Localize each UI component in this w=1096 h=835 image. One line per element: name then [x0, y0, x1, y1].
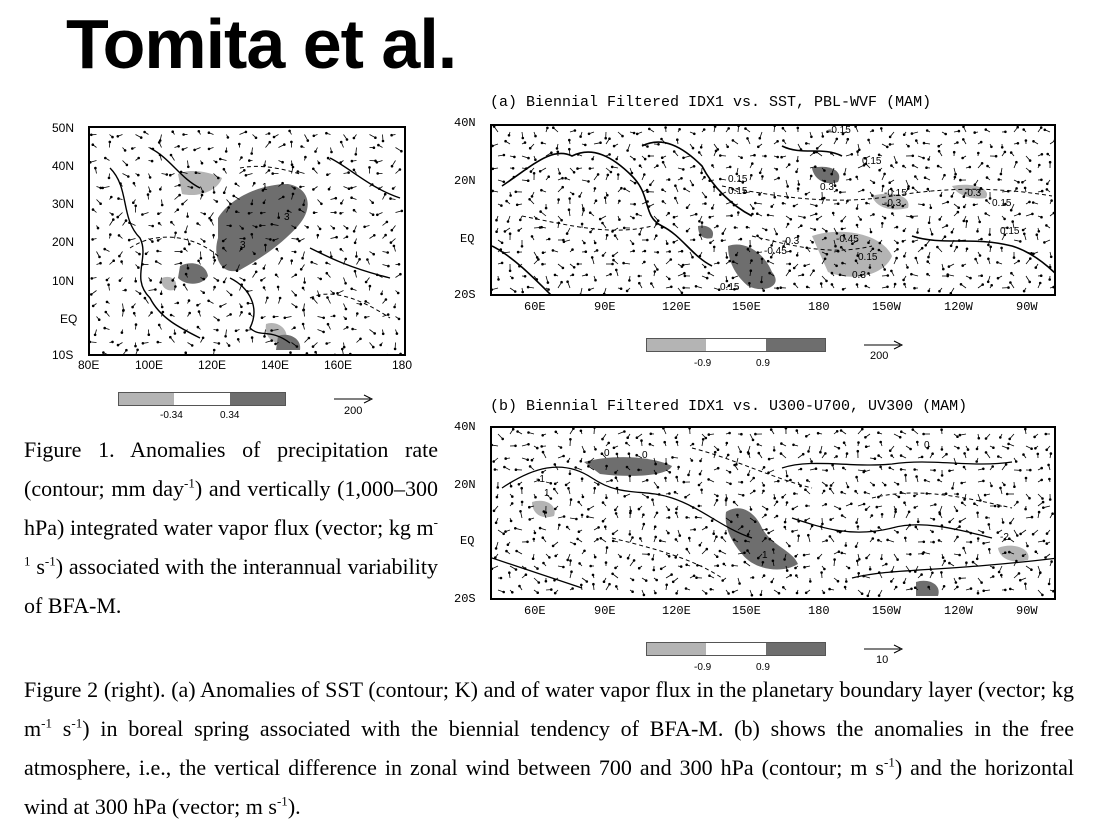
- figure-2b-contour-label: -2: [1000, 532, 1009, 543]
- figure-2b: [450, 396, 1070, 673]
- figure-2a-contour-label: 0.15: [862, 156, 882, 167]
- figure-2b-x-tick: 120E: [662, 604, 691, 618]
- figure-2a-x-tick: 150E: [732, 300, 761, 314]
- figure-2a-x-tick: 90E: [594, 300, 616, 314]
- figure-1-x-tick: 180: [392, 358, 413, 372]
- figure-2a-contour-label: -0.15: [828, 125, 851, 136]
- figure-2b-contour-label: -1: [536, 474, 545, 485]
- figure-1-y-tick: 10N: [52, 274, 75, 288]
- figure-1-x-tick: 160E: [324, 358, 353, 372]
- figure-2a-colorbar: [646, 338, 826, 352]
- figure-2b-x-tick: 60E: [524, 604, 546, 618]
- figure-2b-x-tick: 180: [808, 604, 830, 618]
- figure-1-y-tick: 20N: [52, 235, 75, 249]
- figure-1-contour-label: 3: [240, 240, 246, 251]
- figure-2b-x-tick: 90E: [594, 604, 616, 618]
- figure-2a-contour-label: -0.45: [764, 246, 787, 257]
- figure-2a-contour-label: -0.3: [964, 188, 982, 199]
- figure-2a-x-tick: 120E: [662, 300, 691, 314]
- figure-1-x-tick: 80E: [78, 358, 100, 372]
- figure-2b-reference-value: 10: [876, 654, 889, 666]
- figure-2b-colorbar-low: -0.9: [694, 662, 712, 673]
- figure-2a-contour-label: -0.15: [884, 188, 907, 199]
- slide-title: Tomita et al.: [66, 5, 457, 83]
- figure-2b-contour-label: 1: [544, 488, 550, 499]
- figure-2a-contour-label: -0.3: [884, 198, 902, 209]
- figure-2a-y-tick: 20S: [454, 288, 476, 302]
- figure-1-y-tick: 30N: [52, 197, 75, 211]
- figure-2a-y-tick: 40N: [454, 116, 476, 130]
- figure-2a-map: [490, 124, 1056, 296]
- figure-2a: [450, 92, 1070, 374]
- figure-2b-y-tick: 20S: [454, 592, 476, 606]
- figure-2b-x-tick: 90W: [1016, 604, 1038, 618]
- figure-2a-colorbar-high: 0.9: [756, 358, 770, 369]
- figure-1-map: [88, 126, 406, 356]
- figure-2a-map-canvas: [492, 126, 1056, 296]
- figure-2a-contour-label: -0.3: [782, 236, 800, 247]
- figure-2a-contour-label: 0.3: [820, 182, 834, 193]
- figure-2b-y-tick: 20N: [454, 478, 476, 492]
- figure-2b-x-tick: 150E: [732, 604, 761, 618]
- figure-1-y-tick: 10S: [52, 348, 74, 362]
- figure-2b-map-canvas: [492, 428, 1056, 600]
- figure-2b-colorbar-high: 0.9: [756, 662, 770, 673]
- figure-2a-colorbar-low: -0.9: [694, 358, 712, 369]
- figure-2b-contour-label: 1: [762, 550, 768, 561]
- figure-2b-y-tick: 40N: [454, 420, 476, 434]
- figure-2a-reference-value: 200: [870, 350, 889, 362]
- figure-2a-contour-label: 0.15: [992, 198, 1012, 209]
- figure-2a-contour-label: -0.45: [836, 234, 859, 245]
- figure-1-caption: Figure 1. Anomalies of precipitation rate (contour; mm day$^{-1}$) and vertically (1,000–300 hPa) integrated water vapor flux (vector; kg $m^{-1}$ $s^{-1}$) associated with the interannual variability of BFA-M.: [24, 437, 438, 618]
- figure-2a-contour-label: 0.15: [728, 174, 748, 185]
- figure-1-reference-arrow-icon: [334, 394, 374, 404]
- figure-1-reference-value: 200: [344, 405, 363, 417]
- figure-2a-y-tick: EQ: [460, 232, 475, 246]
- figure-2b-contour-label: 0: [642, 450, 648, 461]
- figure-1-x-tick: 140E: [261, 358, 290, 372]
- figure-1-x-tick: 120E: [198, 358, 227, 372]
- figure-1-x-tick: 100E: [135, 358, 164, 372]
- figure-2a-contour-label: 0.15: [1000, 226, 1020, 237]
- figure-2a-contour-label: 0.3: [852, 270, 866, 281]
- figure-1-y-tick: EQ: [60, 312, 78, 326]
- figure-2b-colorbar: [646, 642, 826, 656]
- figure-2a-contour-label: 0.15: [720, 282, 740, 293]
- figure-2a-reference-arrow-icon: [864, 340, 904, 350]
- figure-2a-x-tick: 120W: [944, 300, 973, 314]
- figure-2a-contour-label: 0.15: [728, 186, 748, 197]
- figure-2b-title: (b) Biennial Filtered IDX1 vs. U300-U700, UV300 (MAM): [490, 398, 968, 415]
- figure-1-y-tick: 50N: [52, 121, 75, 135]
- figure-1-contour-label: 1: [262, 182, 268, 193]
- figure-2a-y-tick: 20N: [454, 174, 476, 188]
- figure-2b-x-tick: 120W: [944, 604, 973, 618]
- figure-2a-x-tick: 150W: [872, 300, 901, 314]
- figure-2b-x-tick: 150W: [872, 604, 901, 618]
- figure-1-colorbar-high: 0.34: [220, 410, 240, 421]
- figure-1: [40, 118, 440, 421]
- figure-1-map-canvas: [90, 128, 406, 356]
- figure-2b-y-tick: EQ: [460, 534, 475, 548]
- figure-2b-reference-arrow-icon: [864, 644, 904, 654]
- figure-1-y-tick: 40N: [52, 159, 75, 173]
- figure-2a-title: (a) Biennial Filtered IDX1 vs. SST, PBL-WVF (MAM): [490, 94, 932, 111]
- figure-2b-contour-label: 0: [924, 440, 930, 451]
- figure-2b-map: [490, 426, 1056, 600]
- figure-1-colorbar: [118, 392, 286, 406]
- figure-2a-contour-label: 0.15: [858, 252, 878, 263]
- figure-2a-x-tick: 90W: [1016, 300, 1038, 314]
- figure-2a-x-tick: 180: [808, 300, 830, 314]
- figure-1-colorbar-low: -0.34: [160, 410, 183, 421]
- figure-2a-x-tick: 60E: [524, 300, 546, 314]
- figure-1-contour-label: 3: [284, 212, 290, 223]
- figure-2b-contour-label: 0: [604, 448, 610, 459]
- figure-2-caption: Figure 2 (right). (a) Anomalies of SST (contour; K) and of water vapor flux in the planetary boundary layer (vector; kg $m^{-1}$ $s^{-1}$) in boreal spring associated with the biennial tendency of BFA-M. (b) shows the anomalies in the free atmosphere, i.e., the vertical difference in zonal wind between 700 and 300 hPa (contour; m $s^{-1}$) and the horizontal wind at 300 hPa (vector; m $s^{-1}$).: [24, 677, 1075, 819]
